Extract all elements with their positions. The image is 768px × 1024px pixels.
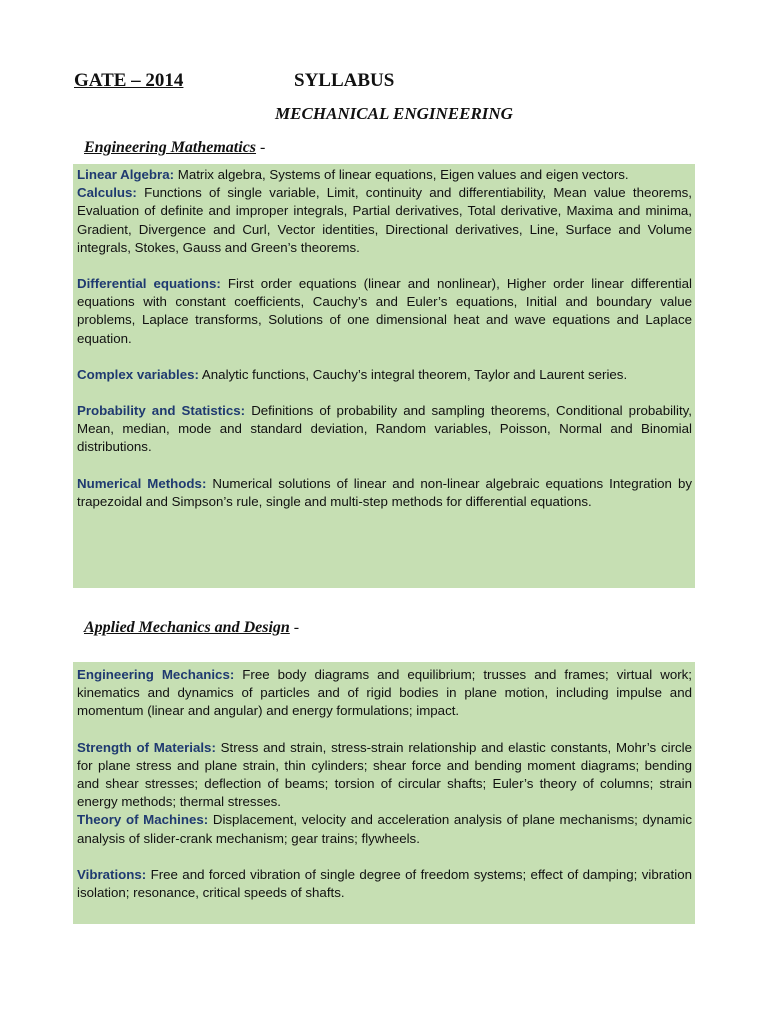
topic-calculus (77, 184, 692, 257)
topic-complex-variables (77, 366, 692, 384)
topic-text: Displacement, velocity and acceleration analysis of plane mechanisms; dynamic analysis of slider-crank mechanism; gear trains; flywheels. (77, 812, 692, 846)
section-title-applied-mechanics (84, 619, 299, 637)
topic-text: Free body diagrams and equilibrium; trusses and frames; virtual work; kinematics and dynamics of particles and of rigid bodies in plane motion, including impulse and momentum (linear and angular) and energy formulations; impact. (77, 667, 692, 719)
topic-name: Calculus: (77, 185, 137, 201)
topic-strength-of-materials (77, 739, 692, 812)
syllabus-heading: SYLLABUS (294, 70, 395, 91)
topic-name: Linear Algebra: (77, 167, 175, 182)
topic-name: Differential equations: (77, 276, 221, 292)
topic-name: Numerical Methods: (77, 475, 207, 491)
topic-name: Probability and Statistics: (77, 403, 246, 419)
section-title-engineering-mathematics (84, 139, 265, 157)
topic-text: Definitions of probability and sampling theorems, Conditional probability, Mean, median, mode and standard deviation, Random variables, Poisson, Normal and Binomial distributions. (77, 403, 692, 455)
exam-title: GATE – 2014 (74, 70, 184, 91)
branch-subtitle: MECHANICAL ENGINEERING (275, 104, 513, 123)
section-box-engineering-mathematics (73, 164, 695, 588)
section-title-dash: - (289, 619, 300, 636)
topic-name: Complex variables: (77, 366, 199, 382)
topic-name: Engineering Mechanics: (77, 667, 235, 682)
topic-engineering-mechanics (77, 666, 692, 721)
section-box-applied-mechanics (73, 662, 695, 924)
topic-numerical-methods (77, 475, 692, 511)
topic-vibrations (77, 866, 692, 902)
topic-text: Numerical solutions of linear and non-linear algebraic equations Integration by trapezoidal and Simpson’s rule, single and multi-step methods for differential equations. (77, 475, 692, 509)
section-title-dash: - (256, 139, 266, 156)
topic-theory-of-machines (77, 811, 692, 847)
topic-name: Vibrations: (77, 866, 147, 882)
topic-linear-algebra (77, 166, 692, 184)
topic-text: First order equations (linear and nonlinear), Higher order linear differential equations with constant coefficients, Cauchy’s and Euler’s equations, Initial and boundary value problems, Laplace transforms, Solutions of one dimensional heat and wave equations and Laplace equation. (77, 276, 692, 346)
topic-text: Free and forced vibration of single degree of freedom systems; effect of damping; vibration isolation; resonance, critical speeds of shafts. (77, 866, 692, 901)
section-title-text: Engineering Mathematics (84, 139, 257, 156)
topic-text: Functions of single variable, Limit, continuity and differentiability, Mean value theorems, Evaluation of definite and improper integrals, Partial derivatives, Total derivative, Maxima and minima, Gradient, Divergence and Curl, Vector identities, Directional derivatives, Line, Surface and Volume integrals, Stokes, Gauss and Green’s theorems. (77, 185, 692, 255)
topic-probability-statistics (77, 402, 692, 457)
topic-text: Stress and strain, stress-strain relationship and elastic constants, Mohr’s circle for plane stress and plane strain, thin cylinders; shear force and bending moment diagrams; bending and shear stresses; deflection of beams; torsion of circular shafts; Euler’s theory of columns; strain energy methods; thermal stresses. (77, 739, 692, 810)
topic-name: Theory of Machines: (77, 812, 209, 828)
section-title-text: Applied Mechanics and Design (84, 619, 290, 636)
document-header (74, 70, 694, 96)
topic-name: Strength of Materials: (77, 739, 216, 755)
topic-differential-equations (77, 275, 692, 348)
topic-text: Matrix algebra, Systems of linear equations, Eigen values and eigen vectors. (174, 167, 629, 182)
topic-text: Analytic functions, Cauchy’s integral theorem, Taylor and Laurent series. (198, 366, 628, 382)
